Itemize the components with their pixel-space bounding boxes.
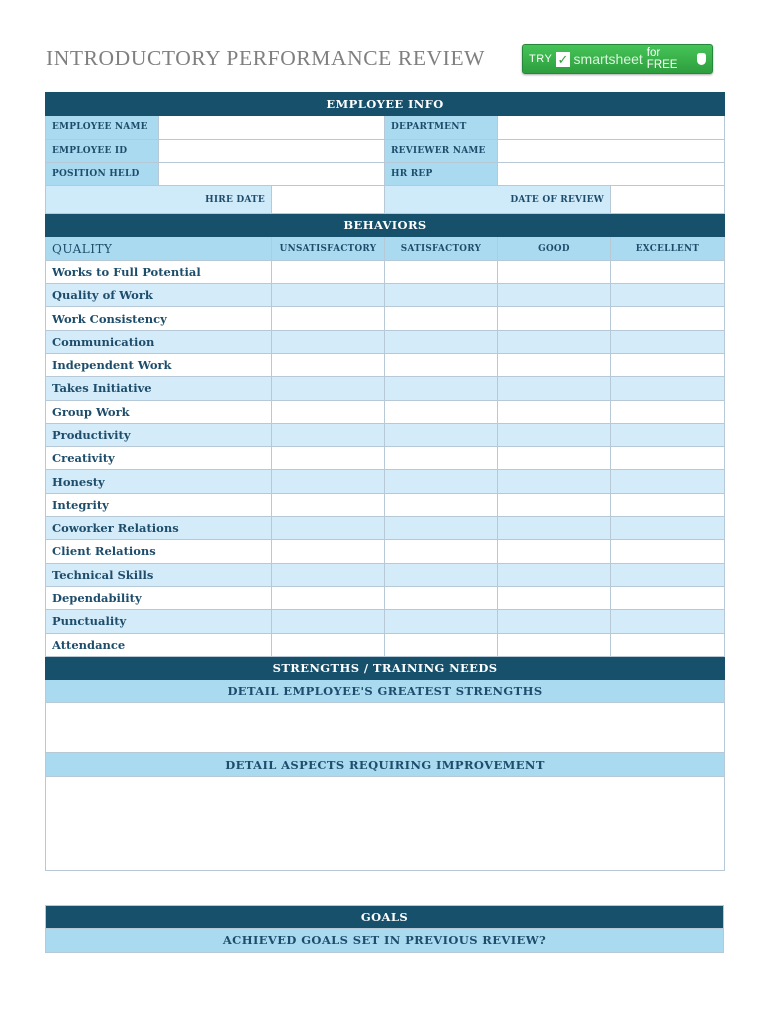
date-of-review-field[interactable] [611,186,725,214]
behavior-row [46,284,725,307]
rating-cell[interactable] [611,517,725,540]
employee-id-label: EMPLOYEE ID [46,139,159,162]
rating-cell[interactable] [611,330,725,353]
improvement-field[interactable] [46,776,725,870]
rating-cell[interactable] [611,284,725,307]
behavior-label: Creativity [46,447,272,470]
rating-cell[interactable] [272,284,385,307]
date-of-review-label: DATE OF REVIEW [385,186,611,214]
achieved-goals-label: ACHIEVED GOALS SET IN PREVIOUS REVIEW? [46,929,724,952]
behavior-label: Productivity [46,423,272,446]
rating-cell[interactable] [272,307,385,330]
rating-cell[interactable] [385,400,498,423]
rating-cell[interactable] [385,423,498,446]
column-satisfactory: SATISFACTORY [385,237,498,260]
rating-cell[interactable] [498,540,611,563]
behavior-label: Punctuality [46,610,272,633]
rating-cell[interactable] [498,423,611,446]
rating-cell[interactable] [385,447,498,470]
hand-cursor-icon [697,53,706,65]
rating-cell[interactable] [498,447,611,470]
rating-cell[interactable] [498,400,611,423]
behavior-label: Technical Skills [46,563,272,586]
rating-cell[interactable] [498,284,611,307]
behavior-row [46,586,725,609]
behavior-label: Honesty [46,470,272,493]
employee-id-field[interactable] [159,139,385,162]
rating-cell[interactable] [272,377,385,400]
rating-cell[interactable] [498,493,611,516]
behaviors-title: BEHAVIORS [46,214,725,237]
column-quality: QUALITY [46,237,272,260]
rating-cell[interactable] [272,633,385,656]
behavior-label: Independent Work [46,353,272,376]
checkmark-icon: ✓ [557,51,569,67]
behavior-row [46,260,725,283]
behavior-row [46,447,725,470]
hire-date-label: HIRE DATE [46,186,272,214]
strengths-title: STRENGTHS / TRAINING NEEDS [46,656,725,679]
review-form [45,92,725,871]
behavior-row [46,563,725,586]
column-good: GOOD [498,237,611,260]
rating-cell[interactable] [272,540,385,563]
rating-cell[interactable] [611,540,725,563]
rating-cell[interactable] [498,610,611,633]
employee-name-row [46,116,725,139]
improvement-header [46,753,725,776]
behavior-row [46,493,725,516]
goals-title: GOALS [46,906,724,929]
rating-cell[interactable] [385,563,498,586]
cta-try-label: TRY [529,53,553,65]
behavior-row [46,633,725,656]
behavior-row [46,540,725,563]
rating-cell[interactable] [272,470,385,493]
rating-cell[interactable] [272,493,385,516]
strengths-header [46,656,725,679]
behavior-row [46,353,725,376]
behavior-row [46,610,725,633]
rating-cell[interactable] [611,377,725,400]
behaviors-header [46,214,725,237]
rating-cell[interactable] [611,447,725,470]
rating-cell[interactable] [385,330,498,353]
rating-cell[interactable] [611,633,725,656]
employee-info-header [46,93,725,116]
department-field[interactable] [498,116,725,139]
rating-cell[interactable] [272,586,385,609]
rating-cell[interactable] [272,423,385,446]
behavior-label: Work Consistency [46,307,272,330]
behavior-label: Takes Initiative [46,377,272,400]
behavior-row [46,517,725,540]
rating-cell[interactable] [385,517,498,540]
hr-rep-label: HR REP [385,162,498,185]
rating-cell[interactable] [498,470,611,493]
rating-cell[interactable] [498,517,611,540]
position-held-field[interactable] [159,162,385,185]
behavior-label: Quality of Work [46,284,272,307]
rating-cell[interactable] [385,610,498,633]
rating-cell[interactable] [385,377,498,400]
behavior-label: Coworker Relations [46,517,272,540]
try-smartsheet-button[interactable] [522,44,713,74]
rating-cell[interactable] [611,493,725,516]
rating-cell[interactable] [272,330,385,353]
behavior-row [46,423,725,446]
position-row [46,162,725,185]
hire-date-field[interactable] [272,186,385,214]
rating-cell[interactable] [272,353,385,376]
rating-cell[interactable] [498,330,611,353]
position-held-label: POSITION HELD [46,162,159,185]
rating-cell[interactable] [498,260,611,283]
rating-cell[interactable] [272,610,385,633]
rating-cell[interactable] [272,563,385,586]
rating-cell[interactable] [498,586,611,609]
achieved-goals-header [46,929,724,952]
rating-cell[interactable] [385,353,498,376]
greatest-strengths-header [46,680,725,703]
rating-cell[interactable] [498,353,611,376]
rating-cell[interactable] [498,377,611,400]
behavior-label: Group Work [46,400,272,423]
rating-cell[interactable] [272,517,385,540]
rating-cell[interactable] [272,400,385,423]
behavior-label: Dependability [46,586,272,609]
behaviors-column-headers [46,237,725,260]
rating-cell[interactable] [611,400,725,423]
behavior-row [46,470,725,493]
reviewer-name-field[interactable] [498,139,725,162]
page-title: INTRODUCTORY PERFORMANCE REVIEW [46,46,486,70]
greatest-strengths-field[interactable] [46,703,725,753]
rating-cell[interactable] [611,307,725,330]
behavior-label: Works to Full Potential [46,260,272,283]
employee-name-field[interactable] [159,116,385,139]
goals-header [46,906,724,929]
rating-cell[interactable] [498,633,611,656]
rating-cell[interactable] [611,260,725,283]
rating-cell[interactable] [611,586,725,609]
rating-cell[interactable] [611,563,725,586]
column-excellent: EXCELLENT [611,237,725,260]
rating-cell[interactable] [385,586,498,609]
rating-cell[interactable] [498,563,611,586]
greatest-strengths-label: DETAIL EMPLOYEE'S GREATEST STRENGTHS [46,680,725,703]
improvement-row [46,776,725,870]
column-unsatisfactory: UNSATISFACTORY [272,237,385,260]
reviewer-name-label: REVIEWER NAME [385,139,498,162]
rating-cell[interactable] [385,540,498,563]
rating-cell[interactable] [385,470,498,493]
rating-cell[interactable] [385,260,498,283]
cta-brand-label: smartsheet [573,51,643,67]
rating-cell[interactable] [385,633,498,656]
hr-rep-field[interactable] [498,162,725,185]
rating-cell[interactable] [385,493,498,516]
rating-cell[interactable] [611,610,725,633]
employee-id-row [46,139,725,162]
employee-name-label: EMPLOYEE NAME [46,116,159,139]
cta-free-label: for FREE [646,47,678,71]
rating-cell[interactable] [611,353,725,376]
behavior-row [46,330,725,353]
greatest-strengths-row [46,703,725,753]
dates-row [46,186,725,214]
behavior-label: Client Relations [46,540,272,563]
goals-section [45,905,724,953]
behavior-label: Integrity [46,493,272,516]
rating-cell[interactable] [611,423,725,446]
rating-cell[interactable] [385,307,498,330]
rating-cell[interactable] [498,307,611,330]
rating-cell[interactable] [272,260,385,283]
improvement-label: DETAIL ASPECTS REQUIRING IMPROVEMENT [46,753,725,776]
behavior-row [46,400,725,423]
behavior-label: Attendance [46,633,272,656]
rating-cell[interactable] [611,470,725,493]
department-label: DEPARTMENT [385,116,498,139]
behavior-row [46,377,725,400]
behavior-label: Communication [46,330,272,353]
employee-info-title: EMPLOYEE INFO [46,93,725,116]
behavior-row [46,307,725,330]
rating-cell[interactable] [272,447,385,470]
rating-cell[interactable] [385,284,498,307]
